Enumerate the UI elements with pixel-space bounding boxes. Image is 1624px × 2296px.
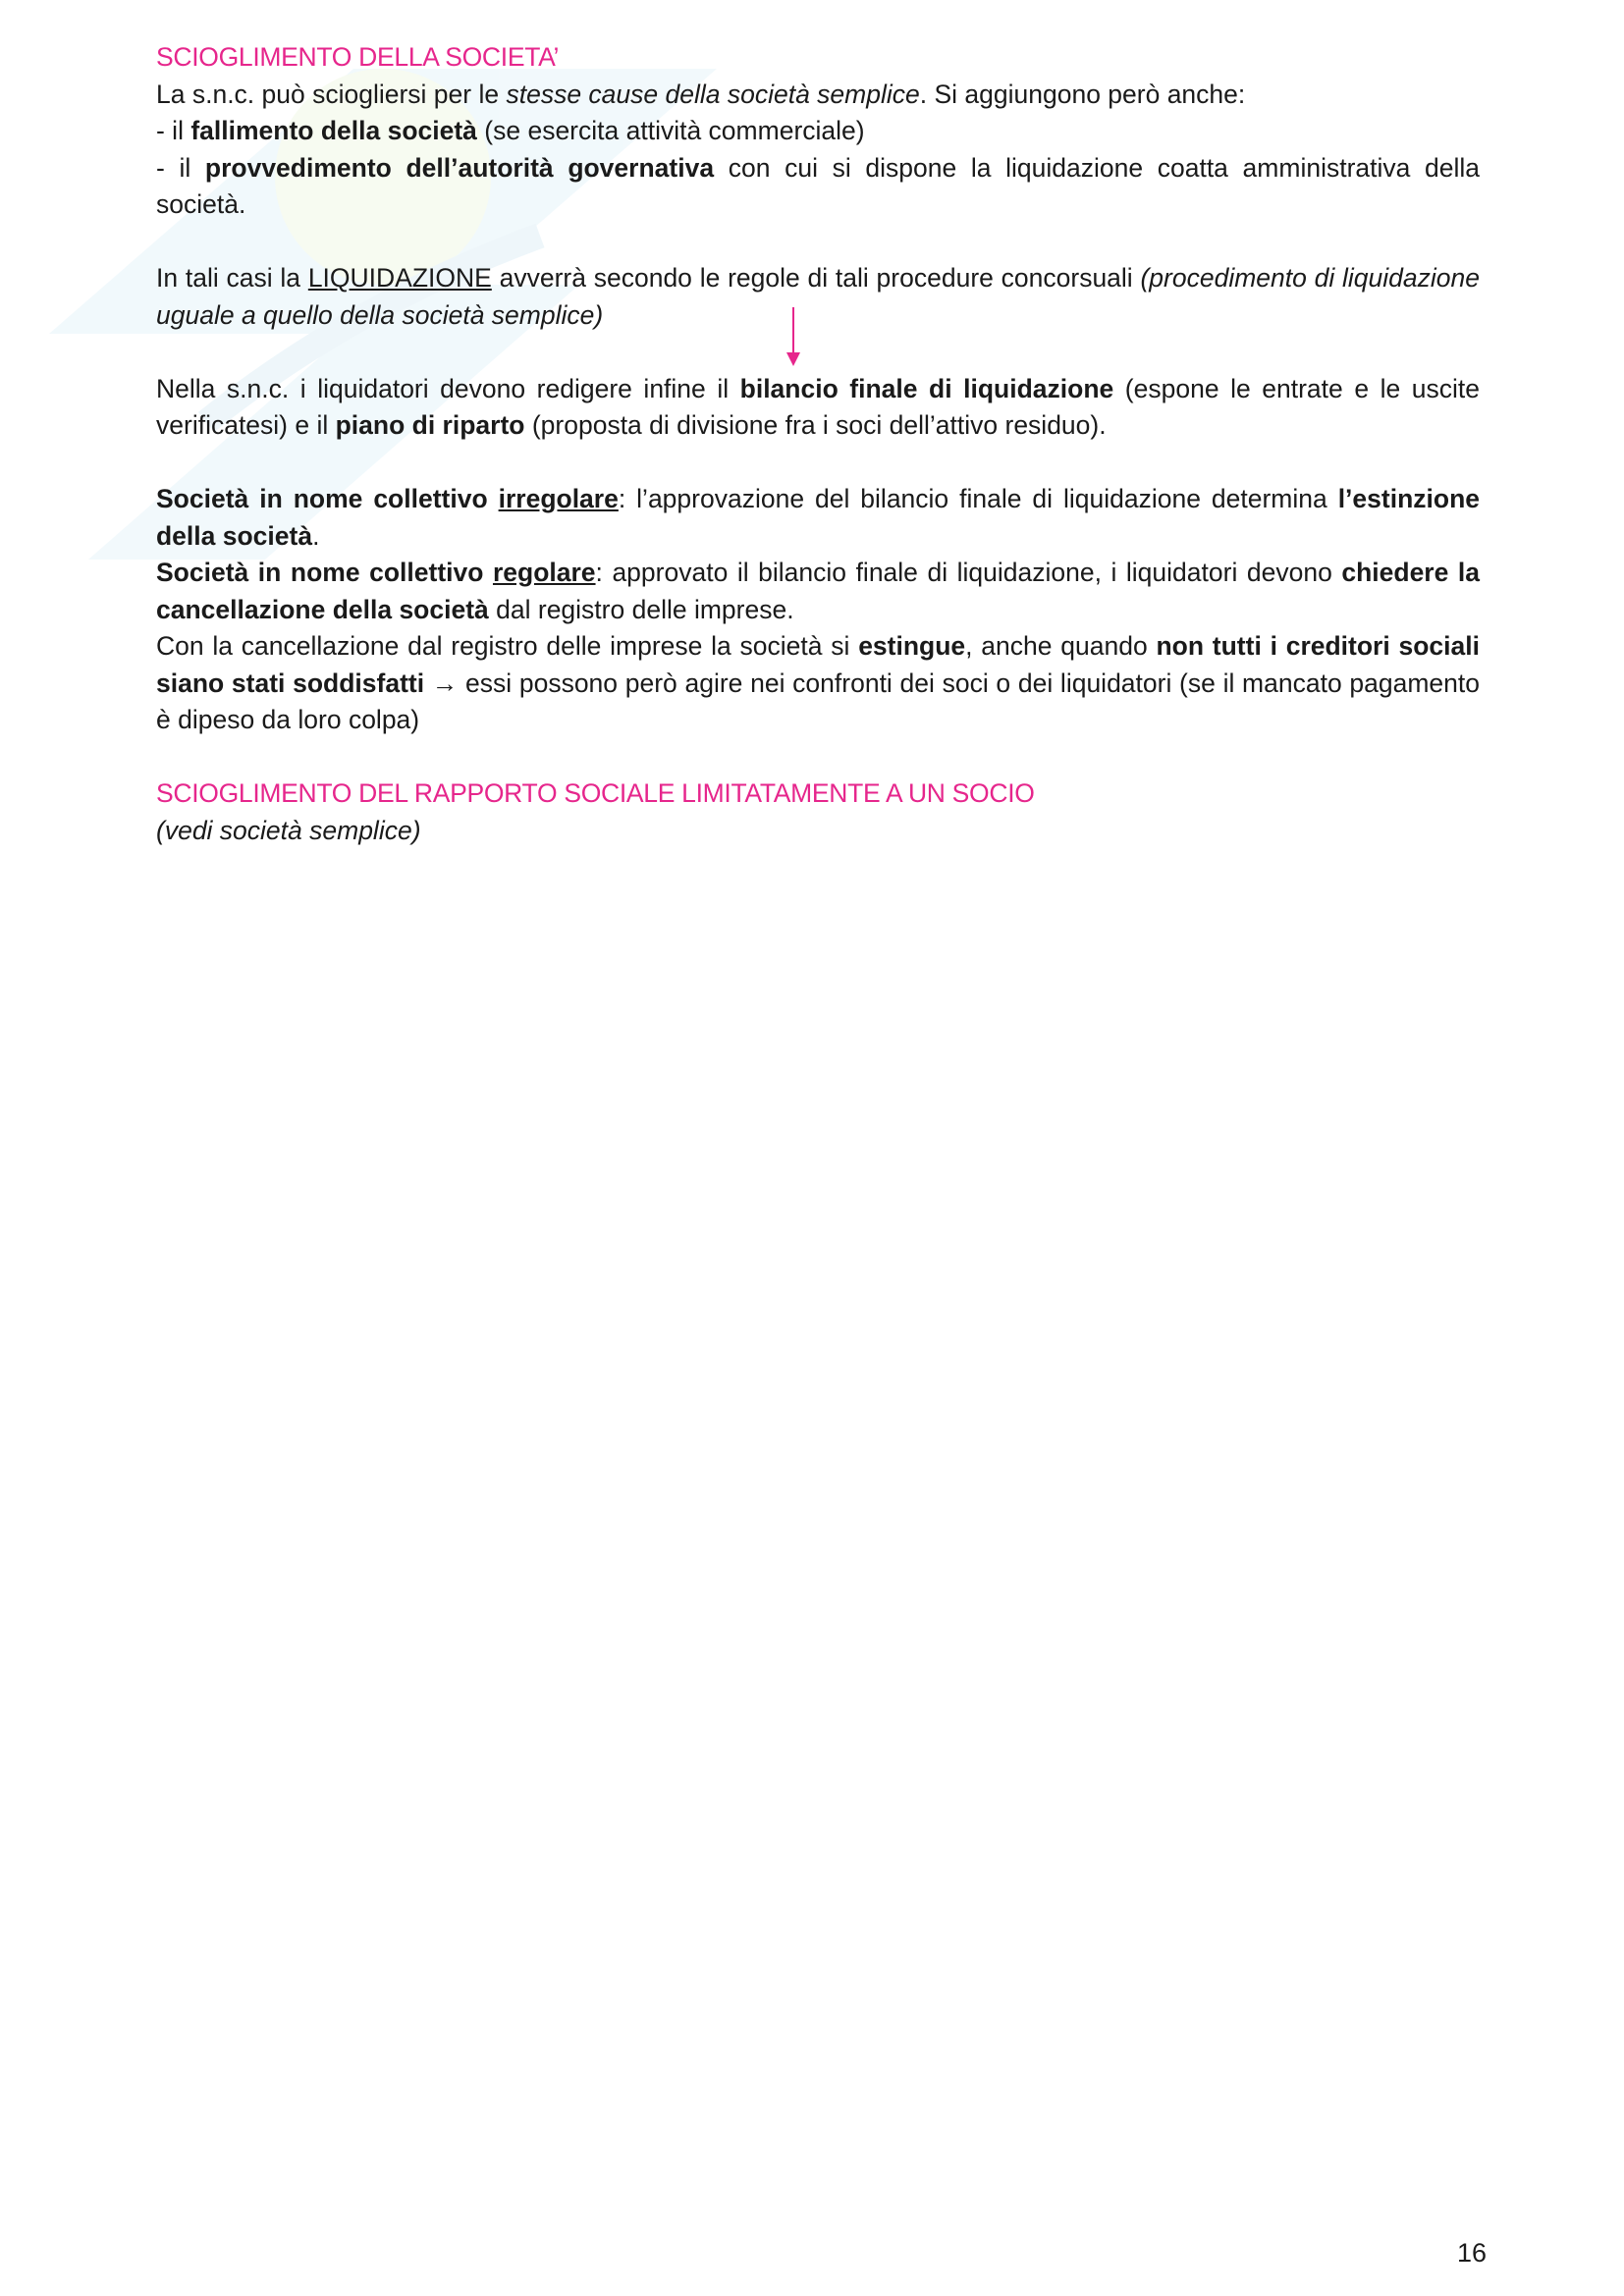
arrow-down-icon bbox=[784, 307, 803, 368]
note-vedi-societa-semplice: (vedi società semplice) bbox=[156, 815, 421, 845]
bullet-provvedimento: - il provvedimento dell’autorità governativa con cui si dispone la liquidazione coatta amministrativa della società. bbox=[156, 152, 1481, 219]
bullet-fallimento: - il fallimento della società (se esercita attività commerciale) bbox=[156, 116, 865, 145]
intro-line: La s.n.c. può sciogliersi per le stesse cause della società semplice. Si aggiungono però anche: bbox=[156, 79, 1246, 109]
section-heading-scioglimento: SCIOGLIMENTO DELLA SOCIETA’ bbox=[156, 42, 560, 72]
paragraph-cancellazione: Con la cancellazione dal registro delle imprese la società si estingue, anche quando non tutti i creditori sociali siano stati soddisfatti → essi possono però agire nei confronti dei soci o dei liquidatori (se il mancato pagamento è dipeso da loro colpa) bbox=[156, 631, 1480, 734]
paragraph-regolare: Società in nome collettivo regolare: approvato il bilancio finale di liquidazione, i liquidatori devono chiedere la cancellazione della società dal registro delle imprese. bbox=[156, 558, 1480, 624]
document-body bbox=[156, 39, 1480, 849]
paragraph-liquidazione: In tali casi la LIQUIDAZIONE avverrà secondo le regole di tali procedure concorsuali (procedimento di liquidazione uguale a quello della società semplice) bbox=[156, 263, 1480, 330]
page-number: 16 bbox=[1456, 2238, 1487, 2268]
paragraph-irregolare: Società in nome collettivo irregolare: l’approvazione del bilancio finale di liquidazione determina l’estinzione della società. bbox=[156, 484, 1480, 551]
paragraph-bilancio-finale: Nella s.n.c. i liquidatori devono redigere infine il bilancio finale di liquidazione (espone le entrate e le uscite verificatesi) e il piano di riparto (proposta di divisione fra i soci dell’attivo residuo). bbox=[156, 373, 1480, 440]
section-heading-rapporto-sociale: SCIOGLIMENTO DEL RAPPORTO SOCIALE LIMITATAMENTE A UN SOCIO bbox=[156, 778, 1035, 808]
